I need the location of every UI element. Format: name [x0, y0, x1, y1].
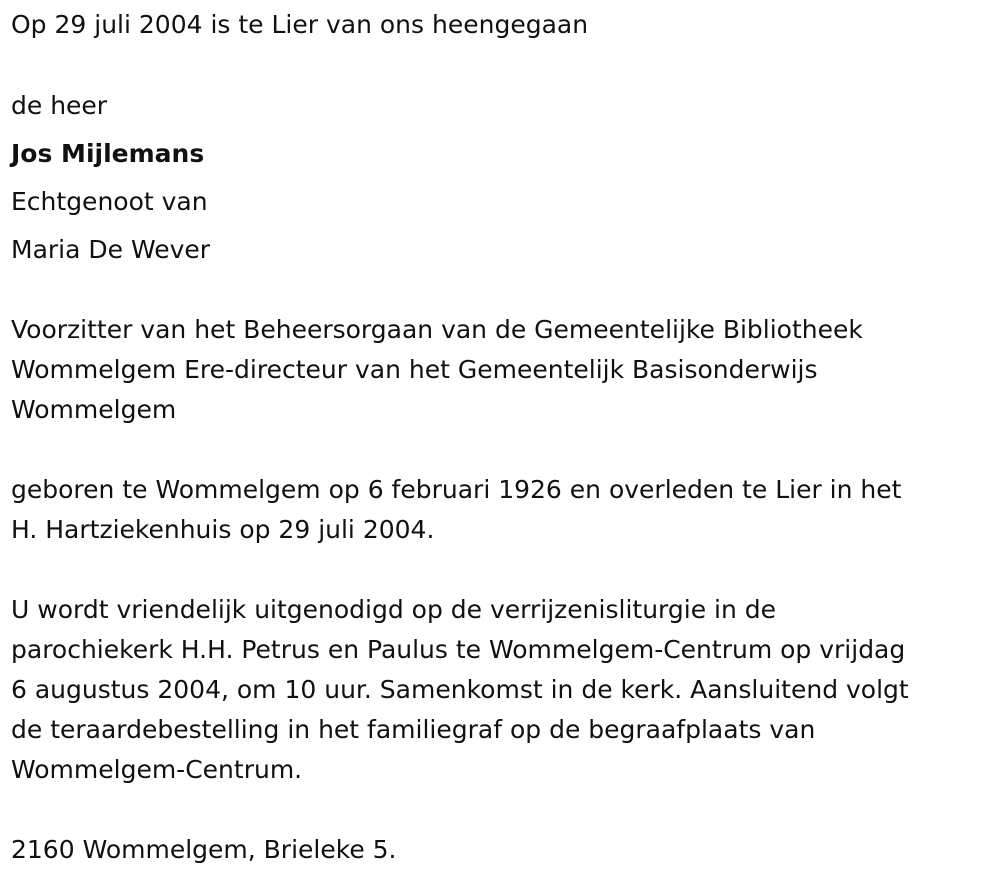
roles-line-1: Voorzitter van het Beheersorgaan van de Gemeentelijke Bibliotheek [11, 315, 863, 344]
birth-death-line-1: geboren te Wommelgem op 6 februari 1926 en overleden te Lier in het [11, 475, 902, 504]
invitation-line-2: parochiekerk H.H. Petrus en Paulus te Wommelgem-Centrum op vrijdag [11, 635, 906, 664]
spouse-name: Maria De Wever [11, 235, 211, 264]
roles-line-3: Wommelgem [11, 395, 177, 424]
roles-line-2: Wommelgem Ere-directeur van het Gemeentelijk Basisonderwijs [11, 355, 818, 384]
deceased-name: Jos Mijlemans [11, 139, 205, 168]
intro-text: Op 29 juli 2004 is te Lier van ons heengegaan [11, 10, 589, 39]
invitation-line-4: de teraardebestelling in het familiegraf op de begraafplaats van [11, 715, 816, 744]
salutation-text: de heer [11, 91, 108, 120]
birth-death-line-2: H. Hartziekenhuis op 29 juli 2004. [11, 515, 435, 544]
invitation-line-1: U wordt vriendelijk uitgenodigd op de verrijzenisliturgie in de [11, 595, 777, 624]
invitation-line-5: Wommelgem-Centrum. [11, 755, 303, 784]
invitation-line-3: 6 augustus 2004, om 10 uur. Samenkomst in de kerk. Aansluitend volgt [11, 675, 909, 704]
spouse-label: Echtgenoot van [11, 187, 208, 216]
address-text: 2160 Wommelgem, Brieleke 5. [11, 835, 397, 864]
